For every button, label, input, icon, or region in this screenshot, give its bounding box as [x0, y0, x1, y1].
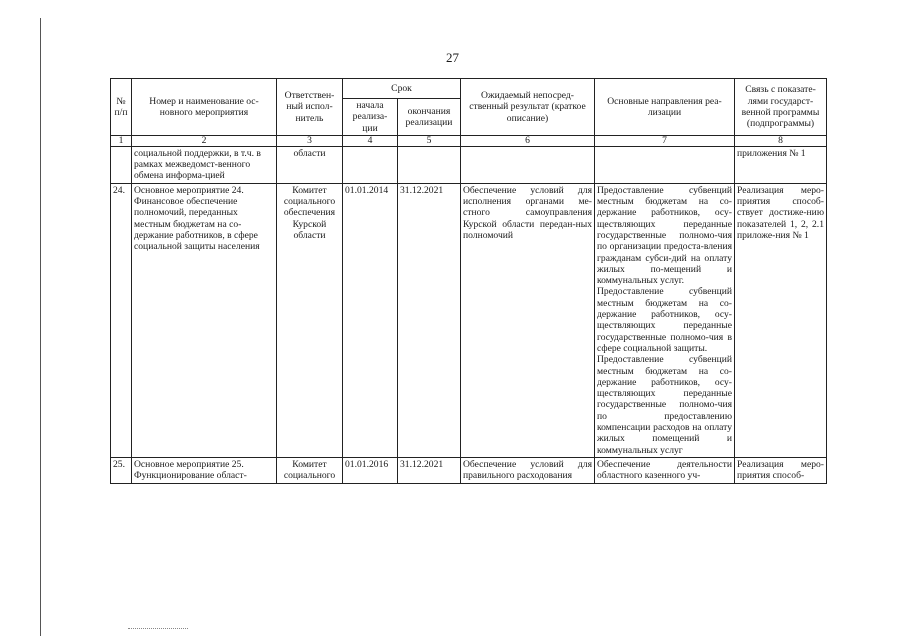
- row-responsible: Комитет социального: [277, 457, 343, 483]
- table-row: [111, 146, 827, 183]
- direction-paragraph: Обеспечение деятельности областного казенного уч-: [597, 458, 732, 482]
- row-start: 01.01.2014: [343, 183, 398, 457]
- row-result: Обеспечение условий для исполнения органами ме-стного самоуправления Курской области передан-ных полномочий: [461, 183, 595, 457]
- row-link: Реализация меро-приятия способ-ствует достиже-нию показателей 1, 2, 2.1 приложе-ния № 1: [735, 183, 827, 457]
- row-name: социальной поддержки, в т.ч. в рамках межведомст-венного обмена информа-цией: [132, 146, 277, 183]
- header-name: Номер и наименование ос-новного мероприятия: [132, 79, 277, 136]
- column-number: 1: [111, 135, 132, 146]
- column-number: 5: [398, 135, 461, 146]
- row-num: [111, 146, 132, 183]
- row-directions: [595, 457, 735, 483]
- table-row: [111, 457, 827, 483]
- header-directions: Основные направления реа-лизации: [595, 79, 735, 136]
- column-numbers-row: [111, 135, 827, 146]
- row-link: Реализация меро-приятия способ-: [735, 457, 827, 483]
- row-end: 31.12.2021: [398, 183, 461, 457]
- header-responsible: Ответствен-ный испол-нитель: [277, 79, 343, 136]
- row-num: 24.: [111, 183, 132, 457]
- row-name: Основное мероприятие 24. Финансовое обеспечение полномочий, переданных местным бюджетам на со-держание работников, в сфере социальной защиты населения: [132, 183, 277, 457]
- row-responsible: Комитет социального обеспечения Курской области: [277, 183, 343, 457]
- header-start: начала реализа-ции: [343, 99, 398, 136]
- direction-paragraph: Предоставление субвенций местным бюджетам на со-держание работников, осу-ществляющих переданные государственные полномо-чия в сфере социальной защиты.: [597, 286, 732, 354]
- row-name: Основное мероприятие 25. Функционирование област-: [132, 457, 277, 483]
- column-number: 3: [277, 135, 343, 146]
- direction-paragraph: Предоставление субвенций местным бюджетам на со-держание работников, осу-ществляющих переданные государственные полномо-чия по предоставлению компенсации расходов на оплату жилых помещений и коммунальных услуг: [597, 354, 732, 456]
- page-number: 27: [446, 50, 459, 65]
- row-result: Обеспечение условий для правильного расходования: [461, 457, 595, 483]
- row-responsible: области: [277, 146, 343, 183]
- page-binding-line: [40, 18, 41, 636]
- row-directions: [595, 183, 735, 457]
- column-number: 6: [461, 135, 595, 146]
- table-row: [111, 183, 827, 457]
- row-end: [398, 146, 461, 183]
- row-num: 25.: [111, 457, 132, 483]
- header-end: окончания реализации: [398, 99, 461, 136]
- header-num: № п/п: [111, 79, 132, 136]
- row-directions: [595, 146, 735, 183]
- column-number: 7: [595, 135, 735, 146]
- row-start: 01.01.2016: [343, 457, 398, 483]
- header-link: Связь с показате-лями государст-венной программы (подпрограммы): [735, 79, 827, 136]
- column-number: 4: [343, 135, 398, 146]
- activities-table: [110, 78, 827, 484]
- direction-paragraph: Предоставление субвенций местным бюджетам на со-держание работников, осу-ществляющих переданные государственные полномо-чия по организации предоста-вления гражданам субси-дий на оплату жилых по-мещений и коммунальных услуг.: [597, 184, 732, 287]
- scan-artifact: [128, 628, 188, 630]
- row-result: [461, 146, 595, 183]
- column-number: 2: [132, 135, 277, 146]
- row-end: 31.12.2021: [398, 457, 461, 483]
- row-start: [343, 146, 398, 183]
- row-link: приложения № 1: [735, 146, 827, 183]
- column-number: 8: [735, 135, 827, 146]
- header-term: Срок: [343, 79, 461, 99]
- header-result: Ожидаемый непосред-ственный результат (краткое описание): [461, 79, 595, 136]
